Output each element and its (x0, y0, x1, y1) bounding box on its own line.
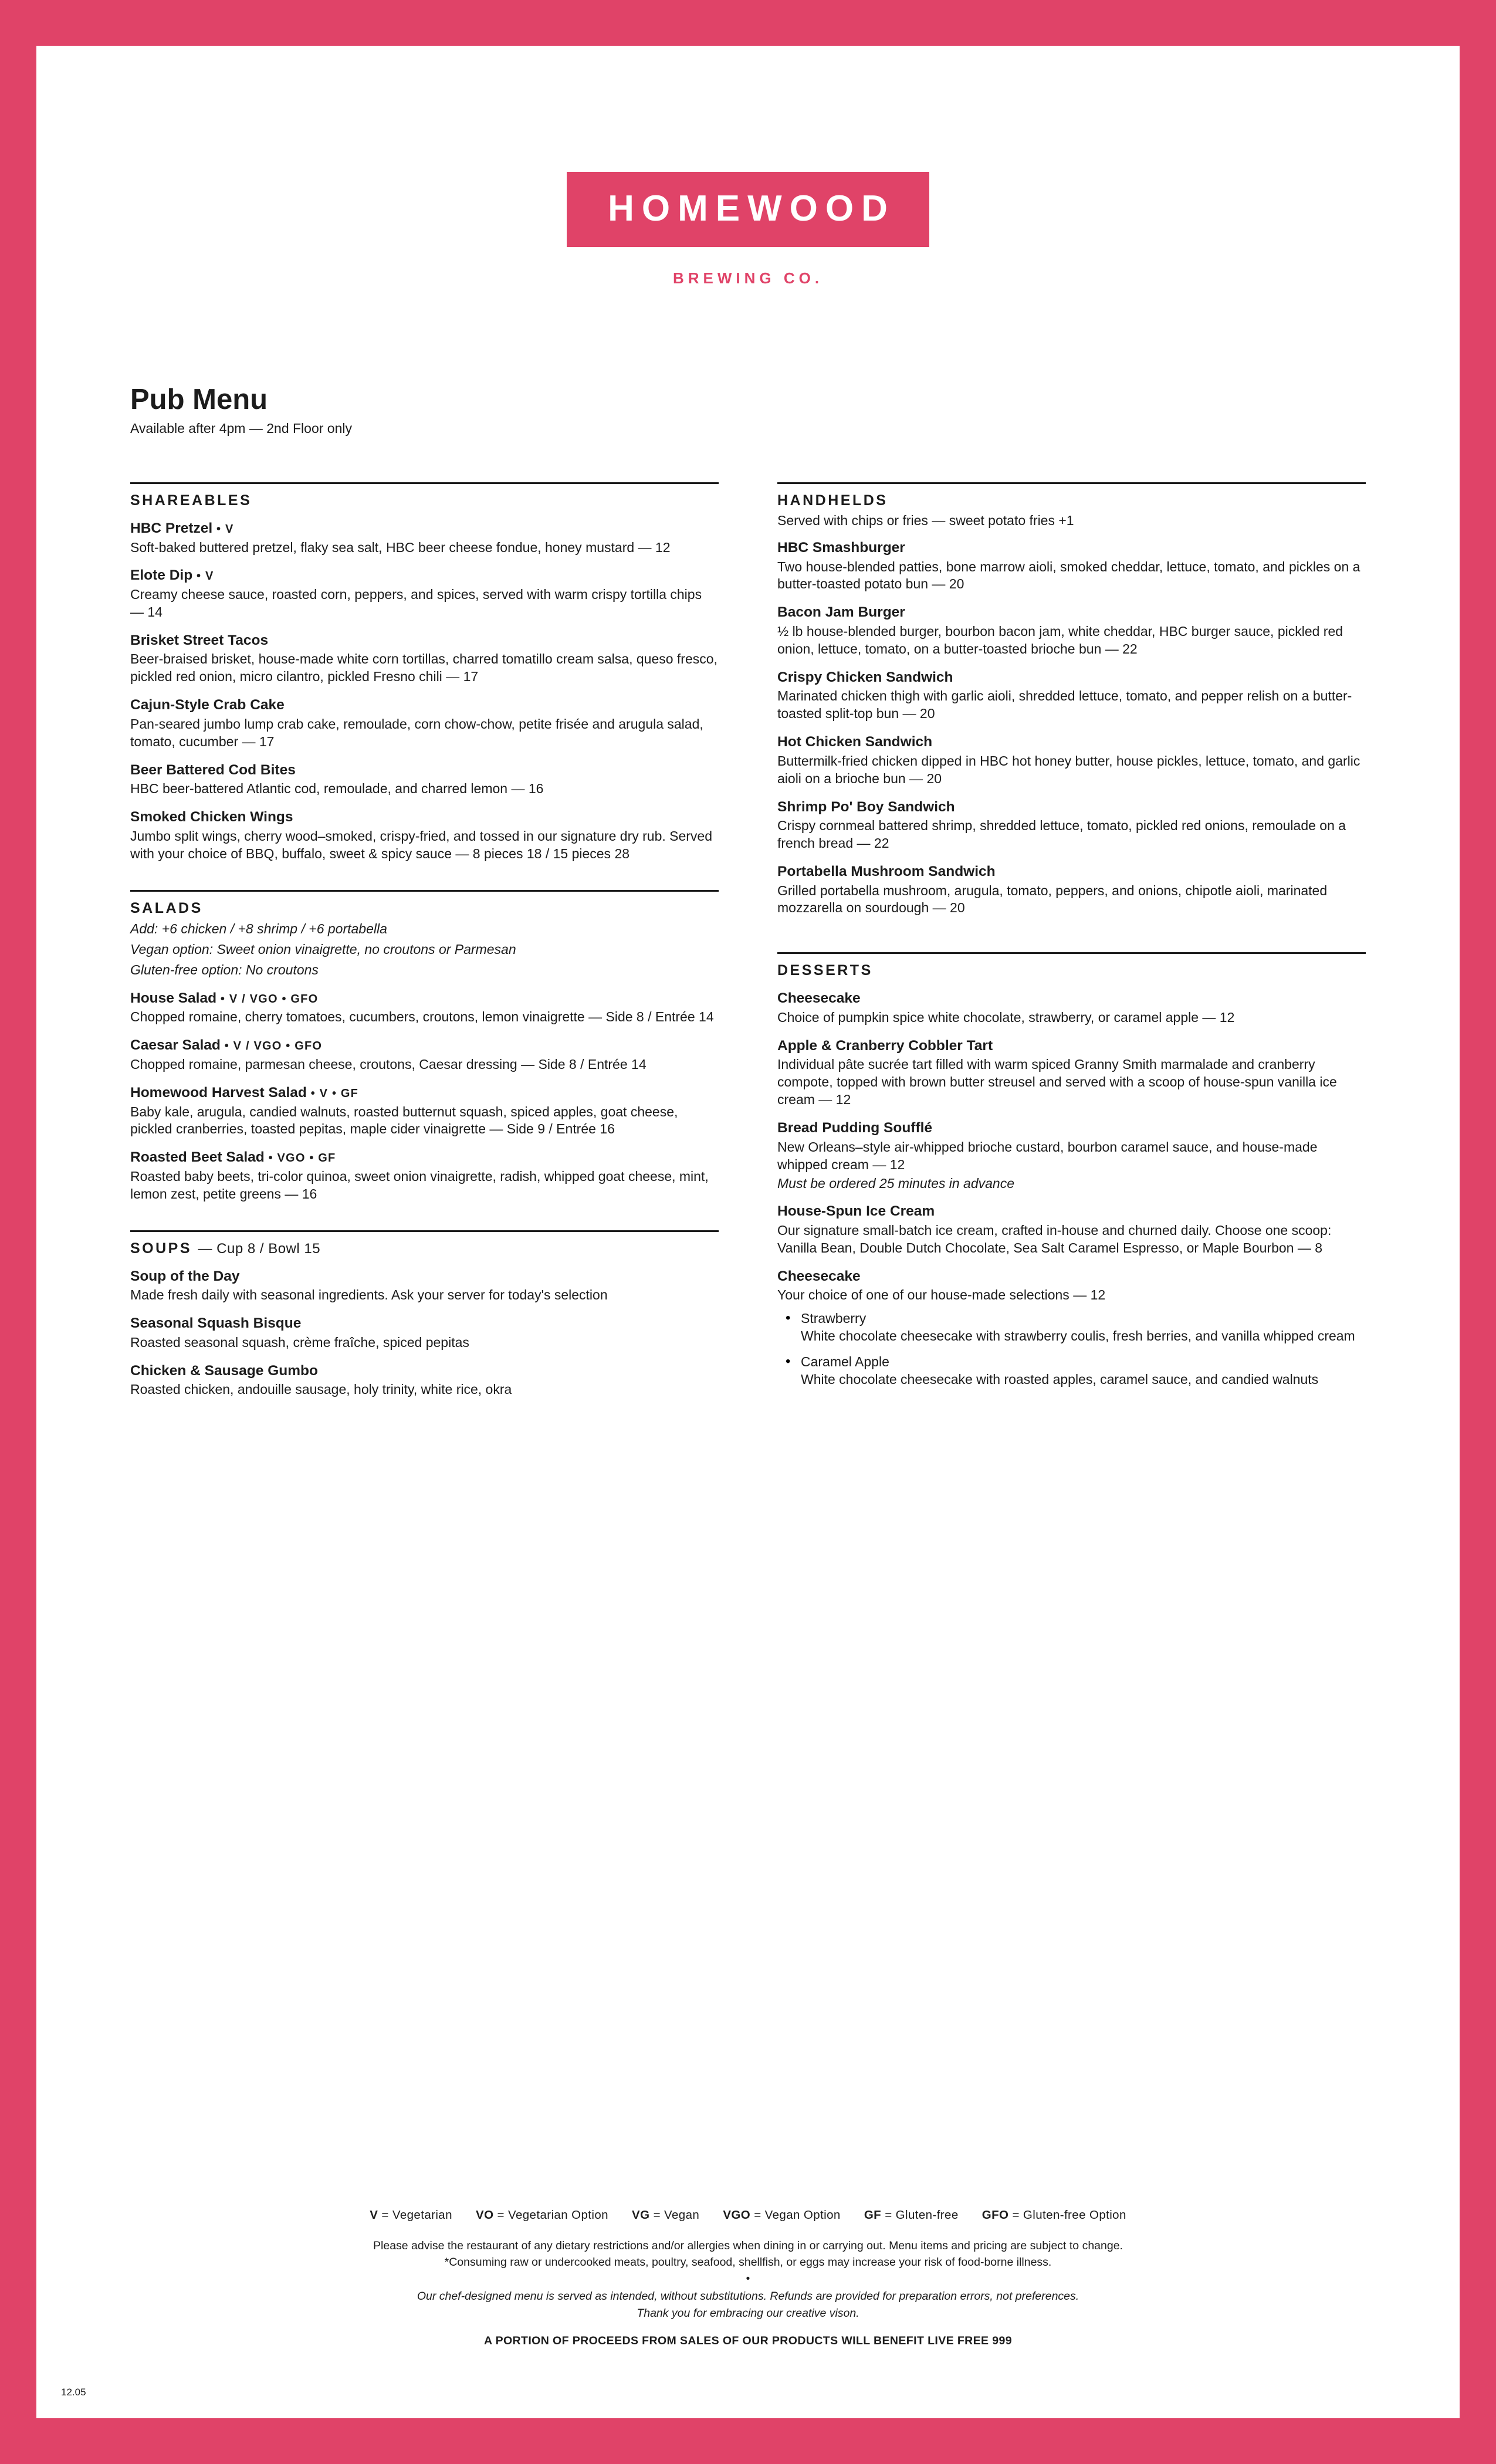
menu-item-desc: Soft-baked buttered pretzel, flaky sea salt, HBC beer cheese fondue, honey mustard — 12 (130, 539, 671, 555)
legend-code: VO (476, 2208, 494, 2222)
menu-item-name: House Salad (130, 990, 217, 1006)
section-divider (777, 952, 1366, 954)
section-desserts (777, 952, 1366, 1389)
menu-item-name: Roasted Beet Salad (130, 1149, 265, 1166)
menu-item (777, 604, 1366, 658)
menu-item-desc: Buttermilk-fried chicken dipped in HBC hot honey butter, house pickles, lettuce, tomato, and garlic aioli on a brioche bun — 20 (777, 753, 1360, 786)
menu-item (130, 761, 719, 798)
menu-sub-item-name: • Strawberry (801, 1311, 867, 1326)
menu-item-name: Cheesecake (777, 990, 861, 1007)
menu-item-desc: Chopped romaine, cherry tomatoes, cucumbers, croutons, lemon vinaigrette — Side 8 / Entrée 14 (130, 1009, 714, 1025)
menu-item-tags: • V (196, 570, 214, 583)
menu-item-name: Cheesecake (777, 1268, 861, 1284)
menu-item (130, 696, 719, 750)
menu-item-name: Caesar Salad (130, 1037, 221, 1054)
legend-code: VGO (723, 2208, 751, 2222)
menu-item-name: Chicken & Sausage Gumbo (130, 1362, 318, 1379)
menu-item-tags: • V / VGO • GFO (220, 992, 319, 1006)
menu-item-desc: Our signature small-batch ice cream, crafted in-house and churned daily. Choose one scoop: Vanilla Bean, Double Dutch Chocolate, Sea Salt Caramel Espresso, or Maple Bourbon — 8 (777, 1223, 1332, 1255)
section-note: Add: +6 chicken / +8 shrimp / +6 portabella (130, 920, 387, 936)
menu-item-desc: Jumbo split wings, cherry wood–smoked, crispy-fried, and tossed in our signature dry rub. Served with your choice of BBQ, buffalo, sweet & spicy sauce — 8 pieces 18 / 15 pieces 28 (130, 828, 713, 861)
menu-item-desc: HBC beer-battered Atlantic cod, remoulade, and charred lemon — 16 (130, 781, 544, 797)
menu-item-name: Bacon Jam Burger (777, 604, 905, 621)
menu-item-name: Seasonal Squash Bisque (130, 1315, 302, 1332)
footer (36, 2208, 1460, 2348)
menu-item-desc: Roasted chicken, andouille sausage, holy trinity, white rice, okra (130, 1382, 512, 1397)
page-subtitle: Available after 4pm — 2nd Floor only (130, 420, 352, 436)
footer-charity-note: A PORTION OF PROCEEDS FROM SALES OF OUR PRODUCTS WILL BENEFIT LIVE FREE 999 (484, 2334, 1012, 2347)
menu-item (130, 567, 719, 621)
menu-item-name: Bread Pudding Soufflé (777, 1120, 933, 1136)
menu-item (130, 632, 719, 686)
section-divider (130, 890, 719, 892)
menu-item-desc: Choice of pumpkin spice white chocolate, strawberry, or caramel apple — 12 (777, 1009, 1235, 1025)
legend-code: V (370, 2208, 378, 2222)
menu-item (777, 1037, 1366, 1109)
section-soups (130, 1230, 719, 1399)
section-heading-text: SOUPS (130, 1240, 192, 1257)
page-title: Pub Menu (130, 384, 268, 415)
legend-meaning: = Gluten-free Option (1012, 2208, 1126, 2222)
menu-item (130, 808, 719, 862)
menu-item-name: House-Spun Ice Cream (777, 1203, 935, 1220)
menu-item-name: Apple & Cranberry Cobbler Tart (777, 1037, 993, 1054)
menu-item-name: Portabella Mushroom Sandwich (777, 863, 996, 879)
menu-item-tags: • V (216, 522, 234, 536)
section-note: Vegan option: Sweet onion vinaigrette, no croutons or Parmesan (130, 941, 516, 957)
section-divider (777, 482, 1366, 484)
footer-thanks-note: Thank you for embracing our creative vison. (637, 2306, 859, 2320)
menu-item-tags: • V • GF (310, 1087, 359, 1100)
section-note: Served with chips or fries — sweet potato fries +1 (777, 512, 1074, 528)
menu-item (777, 1203, 1366, 1257)
menu-item-desc: Pan-seared jumbo lump crab cake, remoulade, corn chow-chow, petite frisée and arugula salad, tomato, cucumber — 17 (130, 716, 703, 749)
legend-meaning: = Vegan (653, 2208, 700, 2222)
section-divider (130, 1230, 719, 1232)
section-heading: HANDHELDS (777, 492, 888, 509)
revision-code: 12.05 (61, 2387, 86, 2398)
menu-item-name: Elote Dip (130, 567, 193, 584)
legend-meaning: = Vegan Option (754, 2208, 841, 2222)
section-handhelds (777, 482, 1366, 917)
section-heading-extra: — Cup 8 / Bowl 15 (198, 1240, 321, 1257)
menu-item-desc: Grilled portabella mushroom, arugula, tomato, peppers, and onions, chipotle aioli, marinated mozzarella on sourdough — 20 (777, 882, 1328, 916)
footer-allergy-note: Please advise the restaurant of any dietary restrictions and/or allergies when dining in or carrying out. Menu items and pricing are subject to change. (373, 2239, 1123, 2252)
menu-item-tags: • VGO • GF (268, 1152, 336, 1165)
menu-item-name: Cajun-Style Crab Cake (130, 697, 285, 713)
menu-item (777, 863, 1366, 917)
legend-meaning: = Vegetarian (381, 2208, 452, 2222)
menu-item (130, 1037, 719, 1074)
menu-item-name: Shrimp Po' Boy Sandwich (777, 798, 955, 815)
menu-item (130, 1315, 719, 1352)
dietary-legend (36, 2208, 1460, 2222)
menu-item-desc: Creamy cheese sauce, roasted corn, peppers, and spices, served with warm crispy tortilla chips — 14 (130, 587, 702, 620)
footer-raw-food-note: *Consuming raw or undercooked meats, poultry, seafood, shellfish, or eggs may increase your risk of food-borne illness. (444, 2255, 1052, 2269)
menu-item-name: Smoked Chicken Wings (130, 809, 293, 825)
menu-item (777, 733, 1366, 787)
menu-item-name: HBC Smashburger (777, 539, 905, 556)
menu-item-desc: Beer-braised brisket, house-made white corn tortillas, charred tomatillo cream salsa, queso fresco, pickled red onion, micro cilantro, pickled Fresno chili — 17 (130, 651, 717, 685)
left-column (130, 482, 719, 1399)
legend-code: VG (632, 2208, 650, 2222)
menu-item-name: Brisket Street Tacos (130, 632, 269, 648)
menu-item-desc: ½ lb house-blended burger, bourbon bacon jam, white cheddar, HBC burger sauce, pickled red onion, lettuce, tomato, on a butter-toasted brioche bun — 22 (777, 623, 1343, 656)
legend-code: GFO (981, 2208, 1009, 2222)
section-heading: DESSERTS (777, 962, 873, 979)
menu-item-note: Must be ordered 25 minutes in advance (777, 1175, 1015, 1191)
section-salads (130, 890, 719, 1203)
menu-item (130, 1149, 719, 1203)
menu-item (777, 1119, 1366, 1192)
menu-item-name: Beer Battered Cod Bites (130, 761, 296, 778)
right-column (777, 482, 1366, 1399)
menu-item-desc: Your choice of one of our house-made selections — 12 (777, 1287, 1106, 1303)
menu-item-sublist (777, 1310, 1366, 1389)
section-heading (130, 1240, 719, 1257)
section-heading: SHAREABLES (130, 492, 252, 509)
menu-item (130, 520, 719, 557)
menu-item (130, 1362, 719, 1399)
menu-item-name: Hot Chicken Sandwich (777, 734, 933, 750)
menu-item-desc: Individual pâte sucrée tart filled with warm spiced Granny Smith marmalade and cranberry compote, topped with brown butter streusel and served with a scoop of house-spun vanilla ice cream — 12 (777, 1057, 1337, 1108)
footer-substitution-note: Our chef-designed menu is served as intended, without substitutions. Refunds are provided for preparation errors, not preferences. (417, 2290, 1079, 2303)
page-title-block (130, 384, 1366, 436)
menu-item-desc: Marinated chicken thigh with garlic aioli, shredded lettuce, tomato, and pepper relish on a butter-toasted split-top bun — 20 (777, 688, 1352, 722)
menu-item (130, 1084, 719, 1138)
menu-sub-item (801, 1353, 1366, 1389)
menu-sub-item-desc: White chocolate cheesecake with strawberry coulis, fresh berries, and vanilla whipped cream (801, 1328, 1355, 1344)
menu-item-desc: Baby kale, arugula, candied walnuts, roasted butternut squash, spiced apples, goat cheese, pickled cranberries, toasted pepitas, maple cider vinaigrette — Side 9 / Entrée 16 (130, 1104, 678, 1137)
menu-sub-item-name: • Caramel Apple (801, 1354, 889, 1370)
menu-columns (130, 482, 1366, 1399)
section-shareables (130, 482, 719, 863)
section-heading: SALADS (130, 899, 203, 916)
menu-item-name: Soup of the Day (130, 1268, 240, 1284)
menu-item-name: HBC Pretzel (130, 520, 213, 536)
menu-item-name: Crispy Chicken Sandwich (777, 669, 953, 685)
menu-item-tags: • V / VGO • GFO (224, 1040, 323, 1053)
legend-meaning: = Gluten-free (885, 2208, 959, 2222)
legend-meaning: = Vegetarian Option (497, 2208, 608, 2222)
section-divider (130, 482, 719, 484)
menu-item-desc: Made fresh daily with seasonal ingredients. Ask your server for today's selection (130, 1287, 608, 1303)
menu-sub-item (801, 1310, 1366, 1345)
footer-separator-dot: • (746, 2273, 750, 2286)
menu-item-desc: Chopped romaine, parmesan cheese, croutons, Caesar dressing — Side 8 / Entrée 14 (130, 1057, 647, 1072)
menu-item-desc: Roasted seasonal squash, crème fraîche, spiced pepitas (130, 1334, 469, 1350)
legend-code: GF (864, 2208, 882, 2222)
menu-item (130, 990, 719, 1027)
menu-item (777, 539, 1366, 593)
menu-page (36, 46, 1460, 2418)
menu-item-name: Homewood Harvest Salad (130, 1084, 307, 1101)
section-note: Gluten-free option: No croutons (130, 962, 319, 978)
menu-item-desc: Crispy cornmeal battered shrimp, shredded lettuce, tomato, pickled red onions, remoulade on a french bread — 22 (777, 818, 1346, 851)
menu-item-desc: New Orleans–style air-whipped brioche custard, bourbon caramel sauce, and house-made whipped cream — 12 (777, 1139, 1318, 1172)
brand-name: HOMEWOOD (567, 172, 929, 247)
menu-item-desc: Roasted baby beets, tri-color quinoa, sweet onion vinaigrette, radish, whipped goat cheese, mint, lemon zest, petite greens — 16 (130, 1168, 709, 1201)
menu-item-desc: Two house-blended patties, bone marrow aioli, smoked cheddar, lettuce, tomato, and pickles on a butter-toasted potato bun — 20 (777, 559, 1360, 592)
menu-item (777, 990, 1366, 1027)
brand-logo (130, 46, 1366, 287)
menu-sub-item-desc: White chocolate cheesecake with roasted apples, caramel sauce, and candied walnuts (801, 1372, 1319, 1387)
menu-item (130, 1268, 719, 1305)
menu-item (777, 1268, 1366, 1389)
menu-item (777, 669, 1366, 723)
menu-item (777, 798, 1366, 852)
brand-tagline: BREWING CO. (672, 269, 824, 287)
